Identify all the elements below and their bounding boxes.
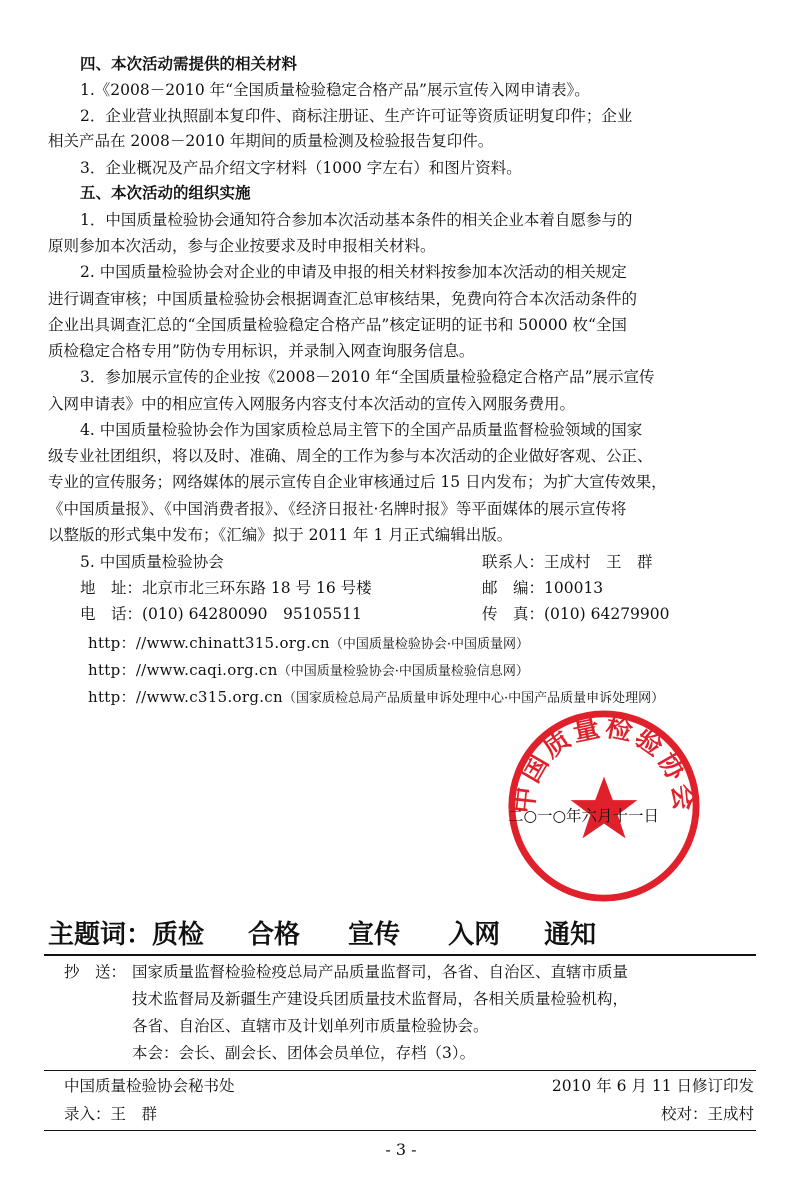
- divider-rule: [44, 1070, 756, 1071]
- issue-date: 二○一○年六月十一日: [508, 807, 660, 825]
- contact-address: 地 址：北京市北三环东路 18 号 16 号楼: [80, 579, 372, 597]
- keyword-item: 合格: [248, 920, 301, 950]
- link-row: [88, 687, 664, 709]
- page-number: - 3 -: [385, 1140, 417, 1159]
- link-url[interactable]: http：//www.c315.org.cn: [88, 688, 283, 706]
- section5-p2-line2: 进行调查审核；中国质量检验协会根据调查汇总审核结果，免费向符合本次活动条件的: [48, 290, 638, 308]
- footer-proof: 校对：王成村: [660, 1105, 754, 1123]
- section5-p4-line1: 4. 中国质量检验协会作为国家质检总局主管下的全国产品质量监督检验领域的国家: [80, 421, 643, 439]
- link-url[interactable]: http：//www.caqi.org.cn: [88, 661, 278, 679]
- section5-p4-line4: 《中国质量报》、《中国消费者报》、《经济日报社·名牌时报》等平面媒体的展示宣传将: [48, 500, 627, 518]
- keyword-item: 宣传: [348, 920, 401, 950]
- link-row: [88, 633, 529, 655]
- footer-entry: 录入：王 群: [64, 1105, 158, 1123]
- keyword-item: 质检: [152, 920, 205, 950]
- section5-p4-line3: 专业的宣传服务；网络媒体的展示宣传自企业审核通过后 15 日内发布；为扩大宣传效果，: [48, 473, 667, 491]
- section4-heading: 四、本次活动需提供的相关材料: [80, 55, 298, 73]
- section5-p3-line1: 3．参加展示宣传的企业按《2008－2010 年“全国质量检验稳定合格产品”展示宣传: [80, 368, 655, 386]
- section5-p2-line1: 2. 中国质量检验协会对企业的申请及申报的相关材料按参加本次活动的相关规定: [80, 263, 627, 281]
- section5-p1-line1: 1．中国质量检验协会通知符合参加本次活动基本条件的相关企业本着自愿参与的: [80, 211, 633, 229]
- link-note: （中国质量检验协会·中国质量网）: [329, 637, 530, 652]
- cc-line1: 国家质量监督检验检疫总局产品质量监督司，各省、自治区、直辖市质量: [132, 963, 629, 981]
- section5-p1-line2: 原则参加本次活动，参与企业按要求及时申报相关材料。: [48, 237, 436, 255]
- contact-org: 5. 中国质量检验协会: [80, 553, 224, 571]
- section4-item1: 1.《2008－2010 年“全国质量检验稳定合格产品”展示宣传入网申请表》。: [80, 81, 590, 99]
- section4-item2-line1: 2．企业营业执照副本复印件、商标注册证、生产许可证等资质证明复印件；企业: [80, 107, 633, 125]
- section5-p4-line5: 以整版的形式集中发布；《汇编》拟于 2011 年 1 月正式编辑出版。: [48, 526, 513, 544]
- divider-rule: [44, 954, 756, 956]
- keywords-line: [48, 918, 596, 952]
- contact-phone: 电 话：(010) 64280090 95105511: [80, 605, 362, 623]
- cc-line4: 本会：会长、副会长、团体会员单位，存档（3）。: [132, 1044, 476, 1062]
- link-url[interactable]: http：//www.chinatt315.org.cn: [88, 634, 330, 652]
- section4-item3: 3．企业概况及产品介绍文字材料（1000 字左右）和图片资料。: [80, 159, 522, 177]
- link-row: [88, 660, 529, 682]
- cc-line2: 技术监督局及新疆生产建设兵团质量技术监督局，各相关质量检验机构，: [132, 990, 629, 1008]
- keywords-label: 主题词：: [48, 920, 153, 950]
- cc-label: 抄 送：: [64, 963, 127, 981]
- divider-rule: [44, 1130, 756, 1131]
- section5-p4-line2: 级专业社团组织，将以及时、准确、周全的工作为参与本次活动的企业做好客观、公正、: [48, 447, 653, 465]
- link-note: （国家质检总局产品质量申诉处理中心·中国产品质量申诉处理网）: [282, 691, 665, 706]
- contact-person: 联系人：王成村 王 群: [482, 553, 653, 571]
- section5-p3-line2: 入网申请表》中的相应宣传入网服务内容支付本次活动的宣传入网服务费用。: [48, 395, 576, 413]
- footer-issuer: 中国质量检验协会秘书处: [64, 1077, 235, 1095]
- section5-heading: 五、本次活动的组织实施: [80, 184, 251, 202]
- keyword-item: 通知: [544, 920, 597, 950]
- section5-p2-line3: 企业出具调查汇总的“全国质量检验稳定合格产品”核定证明的证书和 50000 枚“全国: [48, 316, 627, 334]
- section5-p2-line4: 质检稳定合格专用”防伪专用标识，并录制入网查询服务信息。: [48, 342, 475, 360]
- contact-postcode: 邮 编：100013: [482, 579, 604, 597]
- footer-print-date: 2010 年 6 月 11 日修订印发: [551, 1077, 754, 1095]
- seal-text: 中国质量检验协会: [508, 711, 700, 815]
- cc-line3: 各省、自治区、直辖市及计划单列市质量检验协会。: [132, 1017, 489, 1035]
- link-note: （中国质量检验协会·中国质量检验信息网）: [277, 664, 529, 679]
- keyword-item: 入网: [448, 920, 501, 950]
- contact-fax: 传 真：(010) 64279900: [482, 605, 670, 623]
- section4-item2-line2: 相关产品在 2008－2010 年期间的质量检测及检验报告复印件。: [48, 132, 494, 150]
